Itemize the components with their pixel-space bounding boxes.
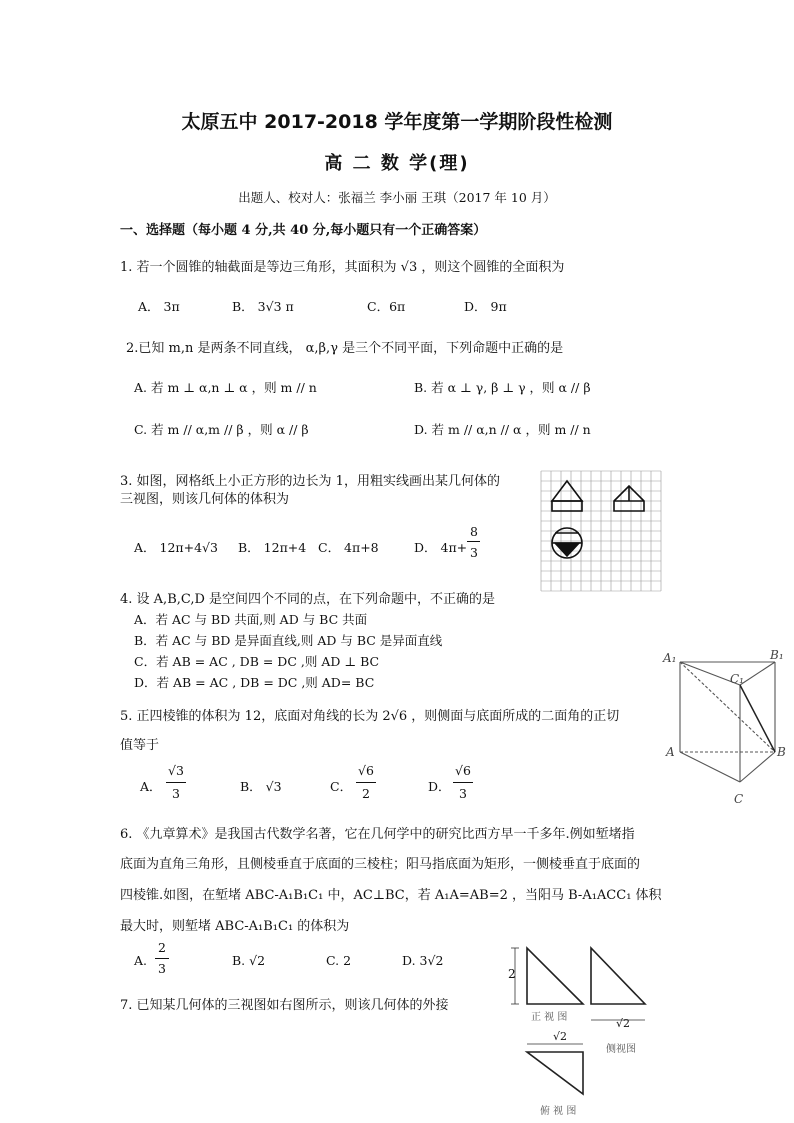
q6-option-a-denominator: 3 — [158, 961, 166, 976]
label-b1: B₁ — [770, 648, 784, 662]
q3-option-d-denominator: 3 — [470, 545, 478, 560]
q2-stem: 2.已知 m,n 是两条不同直线， α,β,γ 是三个不同平面，下列命题中正确的是 — [126, 341, 564, 356]
q4-option-b: B．若 AC 与 BD 是异面直线,则 AD 与 BC 是异面直线 — [134, 633, 443, 648]
q1-option-b: B． 3√3 π — [232, 299, 294, 314]
page-subtitle: 高 二 数 学(理) — [324, 153, 470, 174]
q5-option-b: B． √3 — [240, 779, 282, 794]
q6-option-a-label: A. — [134, 953, 148, 968]
q5-option-d-numerator: √6 — [455, 763, 471, 778]
q7-side-view-label: 侧视图 — [606, 1044, 636, 1055]
q6-option-d: D. 3√2 — [402, 953, 444, 968]
q3-stem-line1: 3. 如图，网格纸上小正方形的边长为 1，用粗实线画出某几何体的 — [120, 474, 500, 489]
author-line: 出题人、校对人：张福兰 李小丽 王琪（2017 年 10 月） — [238, 190, 556, 205]
q5-option-a-denominator: 3 — [172, 786, 180, 801]
q3-option-d-prefix: D． 4π+ — [414, 540, 468, 555]
fraction-bar — [155, 958, 169, 959]
prism-figure — [660, 650, 790, 810]
fraction-bar — [166, 782, 186, 783]
q5-option-d-denominator: 3 — [459, 786, 467, 801]
q5-option-a-numerator: √3 — [168, 763, 184, 778]
q4-option-d: D．若 AB = AC , DB = DC ,则 AD= BC — [134, 675, 375, 690]
q7-dim-sqrt2-side: √2 — [616, 1017, 631, 1030]
q7-three-view-figure — [505, 944, 675, 1116]
q3-stem-line2: 三视图，则该几何体的体积为 — [120, 492, 290, 507]
q1-option-c: C．6π — [367, 299, 406, 314]
q3-option-d-numerator: 8 — [470, 524, 478, 539]
q7-dim-2: 2 — [508, 967, 516, 981]
q4-option-c: C．若 AB = AC , DB = DC ,则 AD ⊥ BC — [134, 654, 380, 669]
three-view-grid-figure — [541, 471, 667, 597]
q3-option-a: A． 12π+4√3 — [134, 540, 218, 555]
q5-option-c-label: C． — [330, 779, 353, 794]
page-title: 太原五中 2017-2018 学年度第一学期阶段性检测 — [181, 111, 613, 133]
q2-option-a: A. 若 m ⊥ α,n ⊥ α ，则 m // n — [134, 380, 317, 395]
label-c: C — [734, 792, 744, 806]
label-a: A — [666, 745, 675, 759]
q1-option-d: D． 9π — [464, 299, 507, 314]
q7-top-view-label: 俯 视 图 — [540, 1106, 577, 1117]
q6-option-a-numerator: 2 — [158, 940, 166, 955]
q7-stem: 7. 已知某几何体的三视图如右图所示，则该几何体的外接 — [120, 998, 449, 1013]
q5-option-a-label: A． — [140, 779, 162, 794]
label-c1: C₁ — [730, 672, 744, 686]
q5-option-d-label: D． — [428, 779, 451, 794]
q4-option-a: A．若 AC 与 BD 共面,则 AD 与 BC 共面 — [134, 612, 368, 627]
q3-option-c: C． 4π+8 — [318, 540, 379, 555]
q6-line3: 四棱锥.如图，在堑堵 ABC-A₁B₁C₁ 中，AC⊥BC，若 A₁A=AB=2 ，当阳马 B-A₁ACC₁ 体积 — [120, 888, 662, 903]
q6-option-c: C. 2 — [326, 953, 352, 968]
q5-stem-line1: 5. 正四棱锥的体积为 12，底面对角线的长为 2√6 ，则侧面与底面所成的二面角的正切 — [120, 709, 620, 724]
q4-stem: 4. 设 A,B,C,D 是空间四个不同的点，在下列命题中，不正确的是 — [120, 592, 496, 607]
q1-stem: 1. 若一个圆锥的轴截面是等边三角形，其面积为 √3 ，则这个圆锥的全面积为 — [120, 260, 565, 275]
q5-option-c-denominator: 2 — [362, 786, 370, 801]
q7-dim-sqrt2-top: √2 — [553, 1030, 568, 1043]
q6-line1: 6. 《九章算术》是我国古代数学名著，它在几何学中的研究比西方早一千多年.例如堑堵指 — [120, 827, 635, 842]
q2-option-c: C. 若 m // α,m // β ，则 α // β — [134, 422, 309, 437]
q3-option-b: B． 12π+4 — [238, 540, 307, 555]
q6-line2: 底面为直角三角形，且侧棱垂直于底面的三棱柱；阳马指底面为矩形，一侧棱垂直于底面的 — [120, 857, 641, 872]
q7-front-view-label: 正 视 图 — [531, 1012, 568, 1023]
fraction-bar — [356, 782, 376, 783]
label-b: B — [777, 745, 786, 759]
q6-line4: 最大时，则堑堵 ABC-A₁B₁C₁ 的体积为 — [120, 919, 350, 934]
q6-option-b: B. √2 — [232, 953, 266, 968]
label-a1: A₁ — [663, 651, 677, 665]
fraction-bar — [467, 541, 480, 542]
section-heading: 一、选择题（每小题 4 分,共 40 分,每小题只有一个正确答案） — [120, 223, 487, 238]
q5-stem-line2: 值等于 — [120, 738, 160, 753]
q2-option-b: B. 若 α ⊥ γ, β ⊥ γ ，则 α // β — [414, 380, 591, 395]
q5-option-c-numerator: √6 — [358, 763, 374, 778]
q1-option-a: A． 3π — [138, 299, 180, 314]
fraction-bar — [453, 782, 473, 783]
q2-option-d: D. 若 m // α,n // α ，则 m // n — [414, 422, 591, 437]
